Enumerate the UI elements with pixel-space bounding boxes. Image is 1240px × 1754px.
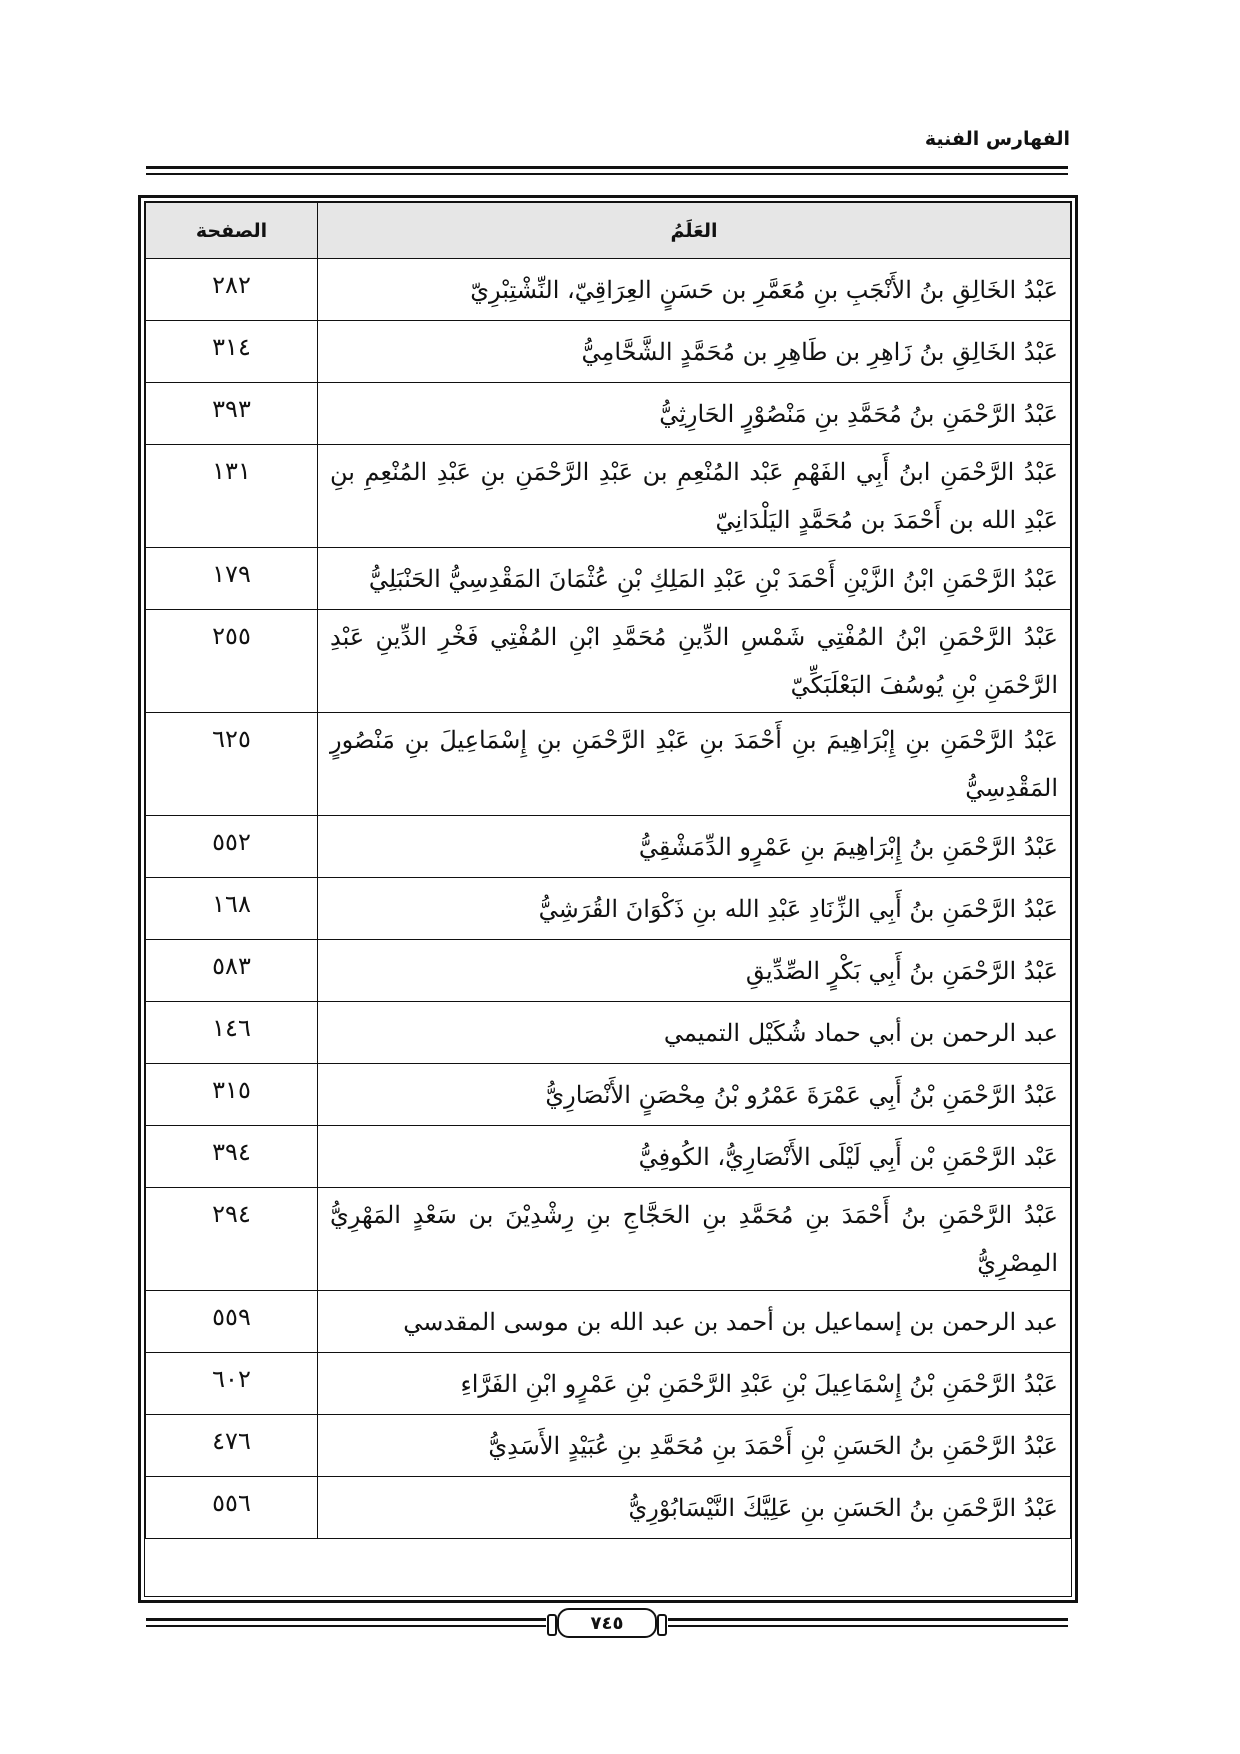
column-header-name: العَلَمُ	[318, 203, 1071, 259]
table-row	[146, 321, 1071, 383]
person-name: عَبْدُ الرَّحْمَنِ بنُ أَبِي الزِّنَادِ عَبْدِ الله بنِ ذَكْوَانَ القُرَشِيُّ	[318, 878, 1071, 940]
table-row	[146, 816, 1071, 878]
page-number: ٧٤٥	[557, 1608, 657, 1638]
page-ref: ٥٨٣	[146, 940, 318, 1002]
person-name: عَبْدُ الرَّحْمَنِ بنِ إِبْرَاهِيمَ بنِ أَحْمَدَ بنِ عَبْدِ الرَّحْمَنِ بنِ إِسْمَاعِيلَ بنِ مَنْصُورٍ المَقْدِسِيُّ	[318, 713, 1071, 816]
page-ref: ٥٥٢	[146, 816, 318, 878]
table-row	[146, 1353, 1071, 1415]
person-name: عَبْدُ الرَّحْمَنِ بنُ مُحَمَّدِ بنِ مَنْصُوْرٍ الحَارِثِيُّ	[318, 383, 1071, 445]
person-name: عبد الرحمن بن إسماعيل بن أحمد بن عبد الله بن موسى المقدسي	[318, 1291, 1071, 1353]
page-ref: ٣٩٤	[146, 1126, 318, 1188]
person-name: عَبْدُ الرَّحْمَنِ بنُ الحَسَنِ بْنِ أَحْمَدَ بنِ مُحَمَّدِ بنِ عُبَيْدٍ الأَسَدِيُّ	[318, 1415, 1071, 1477]
table-row	[146, 1126, 1071, 1188]
page-ref: ١٦٨	[146, 878, 318, 940]
table-row	[146, 445, 1071, 548]
person-name: عَبْدُ الرَّحْمَنِ ابْنُ الزَّيْنِ أَحْمَدَ بْنِ عَبْدِ المَلِكِ بْنِ عُثْمَانَ المَقْدِسِيُّ الحَنْبَلِيُّ	[318, 548, 1071, 610]
footer-rule-right	[668, 1618, 1068, 1627]
table-row	[146, 610, 1071, 713]
person-name: عَبْدُ الرَّحْمَنِ ابْنُ المُفْتِي شَمْسِ الدِّينِ مُحَمَّدِ ابْنِ المُفْتِي فَخْرِ الدِّينِ عَبْدِ الرَّحْمَنِ بْنِ يُوسُفَ البَعْلَبَكِّيّ	[318, 610, 1071, 713]
table-row	[146, 1477, 1071, 1539]
person-name: عَبْدُ الخَالِقِ بنُ زَاهِرِ بن طَاهِرِ بن مُحَمَّدٍ الشَّحَّامِيُّ	[318, 321, 1071, 383]
page-ref: ٣٩٣	[146, 383, 318, 445]
page-ref: ١٧٩	[146, 548, 318, 610]
page-ref: ٦٠٢	[146, 1353, 318, 1415]
table-header-row	[146, 203, 1071, 259]
person-name: عَبْدُ الرَّحْمَنِ بنُ الحَسَنِ بنِ عَلِيَّكَ النَّيْسَابُوْرِيُّ	[318, 1477, 1071, 1539]
person-name: عبد الرحمن بن أبي حماد شُكَيْل التميمي	[318, 1002, 1071, 1064]
table-row	[146, 1064, 1071, 1126]
table-row	[146, 259, 1071, 321]
person-name: عَبْدُ الرَّحْمَنِ بنُ أَبِي بَكْرٍ الصِّدِّيقِ	[318, 940, 1071, 1002]
person-name: عَبْدُ الخَالِقِ بنُ الأَنْجَبِ بنِ مُعَمَّرِ بن حَسَنٍ العِرَاقِيّ، النِّشْتِبْرِيّ	[318, 259, 1071, 321]
page-footer	[146, 1608, 1068, 1644]
column-header-page: الصفحة	[146, 203, 318, 259]
person-name: عَبْدُ الرَّحْمَنِ بْنُ أَبِي عَمْرَةَ عَمْرُو بْنُ مِحْصَنٍ الأَنْصَارِيُّ	[318, 1064, 1071, 1126]
page-ref: ٢٩٤	[146, 1188, 318, 1291]
person-name: عَبْدُ الرَّحْمَنِ ابنُ أَبِي الفَهْمِ عَبْد المُنْعِمِ بن عَبْدِ الرَّحْمَنِ بنِ عَبْدِ المُنْعِمِ بنِ عَبْدِ الله بن أَحْمَدَ بن مُحَمَّدٍ اليَلْدَانِيّ	[318, 445, 1071, 548]
page-ref: ٣١٥	[146, 1064, 318, 1126]
table-row	[146, 1188, 1071, 1291]
header-rule	[146, 166, 1068, 175]
table-row	[146, 1415, 1071, 1477]
page-ref: ٢٨٢	[146, 259, 318, 321]
person-name: عَبْدُ الرَّحْمَنِ بنُ أَحْمَدَ بنِ مُحَمَّدِ بنِ الحَجَّاجِ بنِ رِشْدِيْنَ بن سَعْدٍ المَهْرِيُّ المِصْرِيُّ	[318, 1188, 1071, 1291]
page-ref: ٤٧٦	[146, 1415, 318, 1477]
table-row	[146, 1291, 1071, 1353]
page-ref: ٦٢٥	[146, 713, 318, 816]
table-row	[146, 1002, 1071, 1064]
person-name: عَبْدُ الرَّحْمَنِ بنُ إِبْرَاهِيمَ بنِ عَمْرٍو الدِّمَشْقِيُّ	[318, 816, 1071, 878]
person-name: عَبْد الرَّحْمَنِ بْن أَبِي لَيْلَى الأَنْصَارِيُّ، الكُوفِيُّ	[318, 1126, 1071, 1188]
page-ref: ٢٥٥	[146, 610, 318, 713]
page-ref: ٣١٤	[146, 321, 318, 383]
running-title: الفهارس الفنية	[924, 128, 1070, 150]
person-name: عَبْدُ الرَّحْمَنِ بْنُ إِسْمَاعِيلَ بْنِ عَبْدِ الرَّحْمَنِ بْنِ عَمْرٍو ابْنِ الفَرَّاءِ	[318, 1353, 1071, 1415]
footer-rule-left	[146, 1618, 546, 1627]
page-ref: ١٣١	[146, 445, 318, 548]
page-ref: ٥٥٩	[146, 1291, 318, 1353]
table-row	[146, 383, 1071, 445]
table-row	[146, 878, 1071, 940]
table-row	[146, 940, 1071, 1002]
page-ref: ١٤٦	[146, 1002, 318, 1064]
table-row	[146, 713, 1071, 816]
page-ref: ٥٥٦	[146, 1477, 318, 1539]
table-row	[146, 548, 1071, 610]
index-table-frame	[138, 195, 1078, 1603]
index-table	[145, 202, 1071, 1539]
